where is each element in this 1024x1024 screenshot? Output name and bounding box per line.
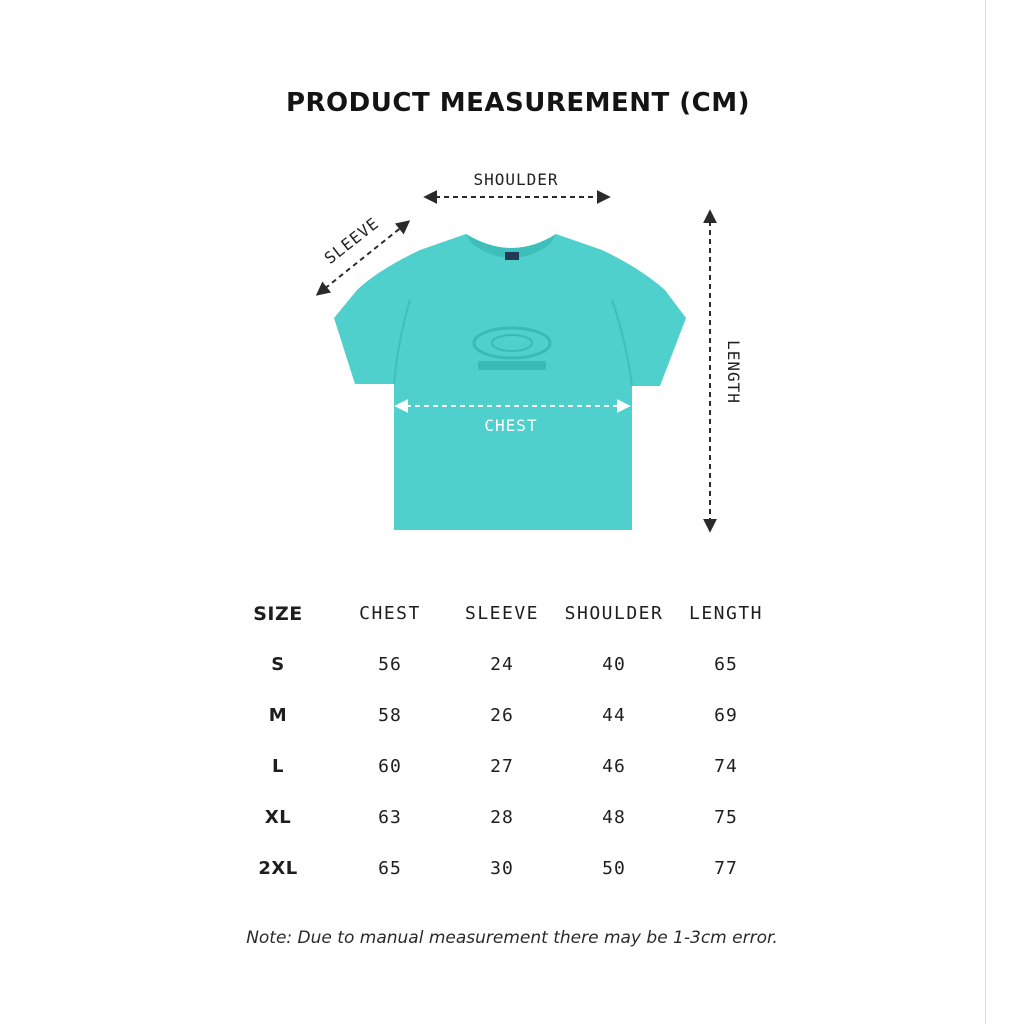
shoulder-value: 46 xyxy=(602,756,626,777)
chest-value: 65 xyxy=(378,858,402,879)
tshirt-illustration xyxy=(334,234,686,530)
header-shoulder: SHOULDER xyxy=(564,603,664,624)
table-row xyxy=(222,843,782,894)
length-value: 75 xyxy=(714,807,738,828)
chest-value: 56 xyxy=(378,654,402,675)
sleeve-value: 24 xyxy=(490,654,514,675)
shoulder-value: 50 xyxy=(602,858,626,879)
length-value: 65 xyxy=(714,654,738,675)
header-sleeve: SLEEVE xyxy=(464,603,540,624)
sleeve-value: 28 xyxy=(490,807,514,828)
size-value: XL xyxy=(264,807,292,828)
page-title: PRODUCT MEASUREMENT (CM) xyxy=(285,88,751,118)
table-row xyxy=(222,690,782,741)
sleeve-value: 30 xyxy=(490,858,514,879)
header-chest: CHEST xyxy=(359,603,421,624)
sleeve-value: 27 xyxy=(490,756,514,777)
chest-label: CHEST xyxy=(484,416,538,435)
tshirt-body xyxy=(334,234,686,530)
length-value: 74 xyxy=(714,756,738,777)
size-value: 2XL xyxy=(258,858,298,879)
length-value: 77 xyxy=(714,858,738,879)
size-chart-table xyxy=(222,588,782,894)
table-row xyxy=(222,741,782,792)
shoulder-value: 40 xyxy=(602,654,626,675)
measurement-note: Note: Due to manual measurement there may be 1-3cm error. xyxy=(246,928,778,948)
chest-value: 60 xyxy=(378,756,402,777)
header-size: SIZE xyxy=(253,602,303,625)
header-length: LENGTH xyxy=(688,603,764,624)
chest-value: 63 xyxy=(378,807,402,828)
length-label: LENGTH xyxy=(724,340,743,404)
table-row xyxy=(222,792,782,843)
shoulder-label: SHOULDER xyxy=(473,170,559,189)
size-value: S xyxy=(271,654,285,675)
table-row xyxy=(222,639,782,690)
sleeve-value: 26 xyxy=(490,705,514,726)
shoulder-value: 44 xyxy=(602,705,626,726)
size-value: L xyxy=(272,756,284,777)
length-value: 69 xyxy=(714,705,738,726)
tshirt-neck-tag xyxy=(505,252,519,260)
chest-value: 58 xyxy=(378,705,402,726)
shoulder-value: 48 xyxy=(602,807,626,828)
size-value: M xyxy=(268,705,288,726)
sleeve-label: SLEEVE xyxy=(320,213,383,268)
table-header-row xyxy=(222,588,782,639)
